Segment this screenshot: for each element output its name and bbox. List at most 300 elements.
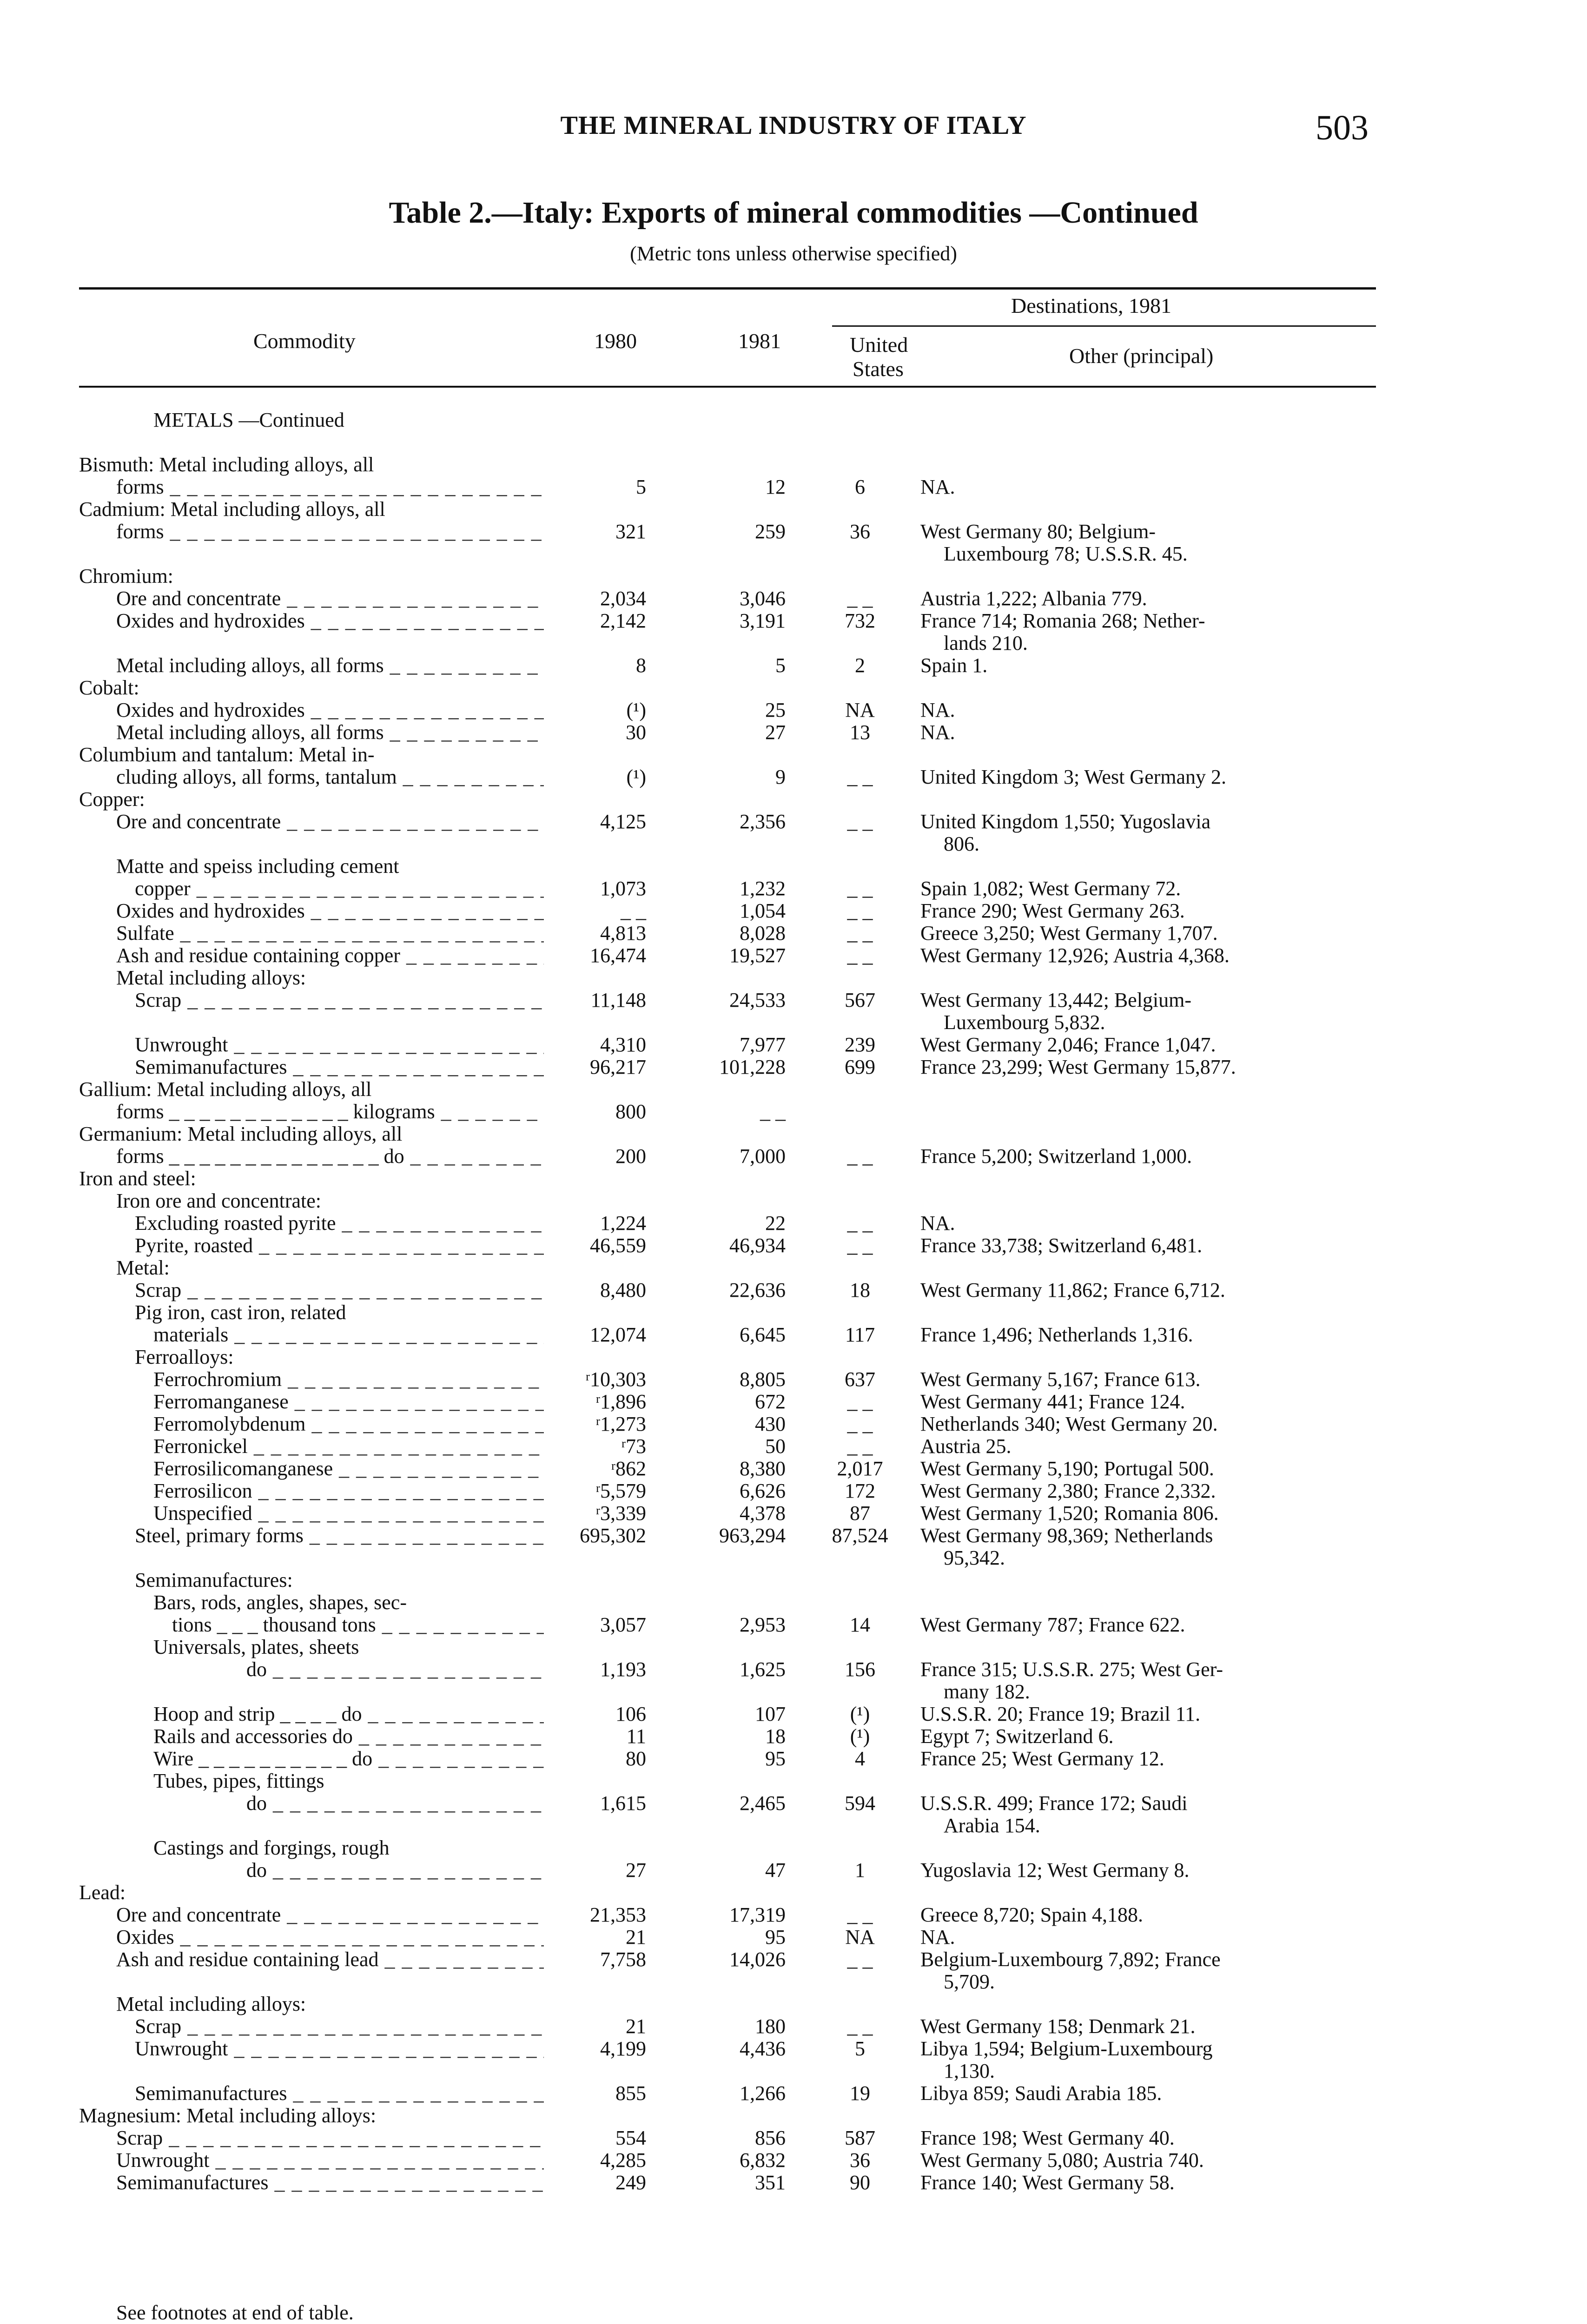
united-states-cell (818, 1837, 902, 1859)
other-destinations-cell: Spain 1,082; West Germany 72. (920, 877, 1181, 900)
united-states-cell: 90 (850, 2171, 870, 2194)
united-states-cell (818, 2060, 902, 2082)
value-1981-cell (679, 1591, 818, 1614)
value-1981-cell: 180 (755, 2015, 786, 2038)
commodity-cell: Semimanufactures: (135, 1569, 293, 1591)
value-1980-cell (544, 1837, 679, 1859)
other-destinations-cell: France 198; West Germany 40. (920, 2126, 1175, 2149)
commodity-cell: Chromium: (79, 565, 173, 588)
united-states-cell: 2,017 (837, 1457, 883, 1480)
value-1980-cell (544, 1168, 679, 1190)
value-1980-cell (544, 677, 679, 699)
other-destinations-cell (902, 565, 1376, 588)
value-1980-cell: 855 (615, 2082, 646, 2105)
value-1981-cell (679, 498, 818, 521)
value-1980-cell: (¹) (626, 766, 646, 788)
commodity-cell: Universals, plates, sheets (153, 1636, 359, 1658)
commodity-cell: Ferrosilicomanganese _ _ _ (79, 1458, 544, 1480)
other-destinations-cell (902, 1569, 1376, 1591)
commodity-cell: Ferroalloys: (135, 1346, 234, 1368)
value-1980-cell (544, 565, 679, 588)
united-states-cell: _ _ (847, 1145, 873, 1168)
value-1980-cell (544, 431, 679, 454)
value-1980-cell (544, 1882, 679, 1904)
united-states-cell: (¹) (850, 1703, 870, 1725)
united-states-cell (818, 1547, 902, 1569)
value-1980-cell: 249 (615, 2171, 646, 2194)
other-destinations-cell: France 315; U.S.S.R. 275; West Ger- (920, 1658, 1223, 1681)
united-states-cell: _ _ (847, 1212, 873, 1235)
other-destinations-cell (902, 1101, 1376, 1123)
commodity-cell: Matte and speiss including cement (116, 855, 399, 878)
other-destinations-cell: France 140; West Germany 58. (920, 2171, 1175, 2194)
commodity-cell: Ferromolybdenum _ _ _ (79, 1413, 544, 1435)
value-1981-cell (679, 1636, 818, 1658)
united-states-cell: 14 (850, 1613, 870, 1636)
commodity-cell: do _ _ _ (79, 1658, 544, 1681)
value-1981-cell (679, 454, 818, 476)
united-states-cell (818, 1346, 902, 1368)
other-destinations-cell: West Germany 12,926; Austria 4,368. (920, 944, 1230, 967)
commodity-cell (79, 833, 544, 855)
value-1981-cell: 50 (765, 1435, 786, 1458)
united-states-cell (818, 1123, 902, 1145)
other-destinations-cell: 1,130. (944, 2060, 995, 2082)
value-1981-cell (679, 632, 818, 654)
commodity-cell: Metal including alloys, all forms _ _ _ (79, 721, 544, 744)
other-destinations-cell: Libya 859; Saudi Arabia 185. (920, 2082, 1162, 2105)
commodity-cell: Unwrought _ _ _ (79, 2038, 544, 2060)
value-1980-cell (544, 833, 679, 855)
other-destinations-cell: France 1,496; Netherlands 1,316. (920, 1323, 1193, 1346)
value-1981-cell: 7,977 (740, 1033, 786, 1056)
other-destinations-cell (902, 1190, 1376, 1212)
commodity-cell: Hoop and strip _ _ _ _ do _ _ _ (79, 1703, 544, 1725)
value-1980-cell: 4,285 (600, 2149, 646, 2172)
value-1980-cell (544, 788, 679, 811)
value-1980-cell: 321 (615, 520, 646, 543)
value-1980-cell: 1,615 (600, 1792, 646, 1815)
header-1981: 1981 (738, 329, 781, 353)
commodity-cell (79, 1815, 544, 1837)
other-destinations-cell: NA. (920, 1926, 955, 1948)
commodity-cell: Rails and accessories do _ _ _ (79, 1725, 544, 1748)
other-destinations-cell: many 182. (944, 1680, 1030, 1703)
commodity-cell: Cadmium: Metal including alloys, all (79, 498, 385, 521)
united-states-cell: 567 (845, 989, 875, 1011)
united-states-cell (818, 1815, 902, 1837)
header-destinations: Destinations, 1981 (1011, 294, 1171, 317)
other-destinations-cell: Greece 8,720; Spain 4,188. (920, 1903, 1143, 1926)
value-1981-cell (679, 967, 818, 989)
value-1980-cell: 1,073 (600, 877, 646, 900)
value-1980-cell (544, 454, 679, 476)
value-1980-cell (544, 2105, 679, 2127)
value-1980-cell: 2,034 (600, 587, 646, 610)
other-destinations-cell: Libya 1,594; Belgium-Luxembourg (920, 2037, 1213, 2060)
value-1981-cell (679, 431, 818, 454)
commodity-cell: Oxides and hydroxides _ _ _ (79, 610, 544, 632)
value-1981-cell (679, 1346, 818, 1368)
united-states-cell: 587 (845, 2126, 875, 2149)
other-destinations-cell: Spain 1. (920, 654, 988, 677)
value-1981-cell: 856 (755, 2126, 786, 2149)
commodity-cell (79, 1547, 544, 1569)
value-1980-cell: 11,148 (590, 989, 646, 1011)
top-rule (79, 287, 1376, 290)
value-1981-cell (679, 1547, 818, 1569)
united-states-cell (818, 1971, 902, 1993)
value-1981-cell: 19,527 (729, 944, 786, 967)
value-1980-cell: 27 (626, 1859, 646, 1882)
value-1980-cell (544, 1770, 679, 1792)
united-states-cell (818, 565, 902, 588)
united-states-cell: _ _ (847, 877, 873, 900)
united-states-cell (818, 1636, 902, 1658)
value-1980-cell: 695,302 (580, 1524, 646, 1547)
commodity-cell (79, 1681, 544, 1703)
commodity-cell: Columbium and tantalum: Metal in- (79, 743, 375, 766)
table-subtitle: (Metric tons unless otherwise specified) (630, 242, 957, 265)
united-states-cell: _ _ (847, 810, 873, 833)
value-1980-cell: 4,125 (600, 810, 646, 833)
commodity-cell: Ferrosilicon _ _ _ (79, 1480, 544, 1502)
commodity-cell: Unwrought _ _ _ (79, 1034, 544, 1056)
commodity-cell: Metal: (116, 1256, 170, 1279)
other-destinations-cell: France 25; West Germany 12. (920, 1747, 1164, 1770)
united-states-cell: _ _ (847, 1234, 873, 1257)
value-1980-cell: 11 (626, 1725, 646, 1748)
other-destinations-cell (902, 1993, 1376, 2015)
other-destinations-cell: Yugoslavia 12; West Germany 8. (920, 1859, 1190, 1882)
other-destinations-cell (902, 1591, 1376, 1614)
united-states-cell (818, 1770, 902, 1792)
united-states-cell (818, 967, 902, 989)
value-1981-cell: 18 (765, 1725, 786, 1748)
other-destinations-cell: France 33,738; Switzerland 6,481. (920, 1234, 1203, 1257)
united-states-cell: 13 (850, 721, 870, 744)
value-1981-cell: 22,636 (729, 1279, 786, 1301)
commodity-cell: tions _ _ _ thousand tons _ _ _ (79, 1614, 544, 1636)
united-states-cell: _ _ (847, 1903, 873, 1926)
value-1981-cell (679, 1257, 818, 1279)
other-destinations-cell (902, 498, 1376, 521)
value-1980-cell: 4,310 (600, 1033, 646, 1056)
other-destinations-cell: France 5,200; Switzerland 1,000. (920, 1145, 1192, 1168)
value-1981-cell: 672 (755, 1390, 786, 1413)
commodity-cell: Ore and concentrate _ _ _ (79, 588, 544, 610)
other-destinations-cell (902, 1078, 1376, 1101)
commodity-cell: Ferrochromium _ _ _ (79, 1368, 544, 1391)
value-1980-cell (544, 967, 679, 989)
united-states-cell: 156 (845, 1658, 875, 1681)
commodity-cell: Ferronickel _ _ _ (79, 1435, 544, 1458)
united-states-cell (818, 1257, 902, 1279)
value-1980-cell: ʳ1,896 (595, 1390, 646, 1413)
value-1980-cell: 4,199 (600, 2037, 646, 2060)
commodity-cell: Oxides and hydroxides _ _ _ (79, 699, 544, 721)
other-destinations-cell (902, 677, 1376, 699)
header-united-states-line1: United (850, 333, 908, 357)
table-title: Table 2.—Italy: Exports of mineral commodities —Continued (389, 196, 1198, 230)
united-states-cell (818, 1993, 902, 2015)
other-destinations-cell: Austria 1,222; Albania 779. (920, 587, 1147, 610)
footnote: See footnotes at end of table. (116, 2301, 354, 2324)
commodity-cell (79, 2060, 544, 2082)
commodity-cell: Ore and concentrate _ _ _ (79, 811, 544, 833)
value-1981-cell (679, 833, 818, 855)
united-states-cell: 5 (855, 2037, 865, 2060)
value-1980-cell: 96,217 (590, 1056, 646, 1078)
value-1981-cell (679, 543, 818, 565)
value-1980-cell (544, 1993, 679, 2015)
united-states-cell: _ _ (847, 587, 873, 610)
value-1980-cell: _ _ (621, 899, 646, 922)
value-1981-cell: 8,380 (740, 1457, 786, 1480)
other-destinations-cell: 5,709. (944, 1970, 995, 1993)
other-destinations-cell (902, 409, 1376, 431)
other-destinations-cell: NA. (920, 1212, 955, 1235)
value-1981-cell (679, 855, 818, 878)
commodity-cell: Copper: (79, 788, 145, 811)
value-1981-cell: 6,645 (740, 1323, 786, 1346)
other-destinations-cell: United Kingdom 3; West Germany 2. (920, 766, 1227, 788)
other-destinations-cell: Austria 25. (920, 1435, 1012, 1458)
value-1981-cell: 8,805 (740, 1368, 786, 1391)
exports-table (79, 409, 1376, 2194)
other-destinations-cell: France 714; Romania 268; Nether- (920, 609, 1205, 632)
value-1981-cell: 8,028 (740, 922, 786, 944)
other-destinations-cell (902, 1168, 1376, 1190)
commodity-cell (79, 543, 544, 565)
united-states-cell (818, 1168, 902, 1190)
value-1980-cell: ʳ862 (611, 1457, 646, 1480)
value-1980-cell: 4,813 (600, 922, 646, 944)
commodity-cell: Ash and residue containing lead _ _ _ (79, 1948, 544, 1971)
value-1981-cell: 107 (755, 1703, 786, 1725)
destinations-rule (832, 325, 1376, 327)
other-destinations-cell: West Germany 5,167; France 613. (920, 1368, 1201, 1391)
value-1981-cell (679, 744, 818, 766)
value-1981-cell: 4,378 (740, 1502, 786, 1525)
commodity-cell: do _ _ _ (79, 1859, 544, 1882)
value-1980-cell (544, 1569, 679, 1591)
value-1980-cell: ʳ3,339 (595, 1502, 646, 1525)
united-states-cell: 1 (855, 1859, 865, 1882)
value-1980-cell (544, 1257, 679, 1279)
commodity-cell: do _ _ _ (79, 1792, 544, 1815)
value-1981-cell (679, 1837, 818, 1859)
value-1981-cell: 46,934 (729, 1234, 786, 1257)
commodity-cell: Wire _ _ _ _ _ _ _ _ _ _ do _ _ _ (79, 1748, 544, 1770)
commodity-cell: Scrap _ _ _ (79, 2127, 544, 2149)
united-states-cell: _ _ (847, 766, 873, 788)
united-states-cell: 36 (850, 2149, 870, 2172)
commodity-cell: Metal including alloys: (116, 966, 306, 989)
value-1981-cell (679, 1993, 818, 2015)
united-states-cell: _ _ (847, 899, 873, 922)
value-1980-cell: ʳ5,579 (595, 1479, 646, 1502)
value-1980-cell (544, 1078, 679, 1101)
united-states-cell: 6 (855, 475, 865, 498)
united-states-cell: 19 (850, 2082, 870, 2105)
other-destinations-cell (902, 1346, 1376, 1368)
other-destinations-cell: West Germany 787; France 622. (920, 1613, 1185, 1636)
united-states-cell (818, 632, 902, 654)
united-states-cell: _ _ (847, 1948, 873, 1971)
value-1981-cell: 1,054 (740, 899, 786, 922)
other-destinations-cell (902, 2105, 1376, 2127)
value-1980-cell (544, 632, 679, 654)
value-1981-cell (679, 2105, 818, 2127)
commodity-cell: forms _ _ _ _ _ _ _ _ _ _ _ _ kilograms _ _ _ (79, 1101, 544, 1123)
united-states-cell: 594 (845, 1792, 875, 1815)
united-states-cell: 732 (845, 609, 875, 632)
other-destinations-cell (902, 1770, 1376, 1792)
value-1981-cell: 95 (765, 1747, 786, 1770)
value-1981-cell (679, 1011, 818, 1034)
commodity-cell: Metal including alloys: (116, 1993, 306, 2015)
commodity-cell: Excluding roasted pyrite _ _ _ (79, 1212, 544, 1235)
commodity-cell: Oxides _ _ _ (79, 1926, 544, 1948)
united-states-cell: 18 (850, 1279, 870, 1301)
value-1980-cell: ʳ73 (621, 1435, 646, 1458)
value-1981-cell (679, 1971, 818, 1993)
other-destinations-cell: Belgium-Luxembourg 7,892; France (920, 1948, 1221, 1971)
united-states-cell (818, 855, 902, 878)
united-states-cell (818, 1681, 902, 1703)
united-states-cell (818, 454, 902, 476)
united-states-cell (818, 1569, 902, 1591)
united-states-cell: 87 (850, 1502, 870, 1525)
commodity-cell: Bismuth: Metal including alloys, all (79, 453, 374, 476)
other-destinations-cell: West Germany 5,190; Portugal 500. (920, 1457, 1214, 1480)
commodity-cell: Oxides and hydroxides _ _ _ (79, 900, 544, 922)
value-1980-cell (544, 1815, 679, 1837)
value-1981-cell: 2,953 (740, 1613, 786, 1636)
united-states-cell: 87,524 (832, 1524, 888, 1547)
value-1981-cell: 963,294 (719, 1524, 786, 1547)
header-bottom-rule (79, 386, 1376, 388)
united-states-cell (818, 1591, 902, 1614)
value-1980-cell: 2,142 (600, 609, 646, 632)
commodity-cell: Castings and forgings, rough (153, 1836, 390, 1859)
value-1981-cell: 17,319 (729, 1903, 786, 1926)
other-destinations-cell (902, 1636, 1376, 1658)
value-1981-cell: 4,436 (740, 2037, 786, 2060)
value-1980-cell (544, 1011, 679, 1034)
value-1981-cell: 22 (765, 1212, 786, 1235)
value-1980-cell (544, 1123, 679, 1145)
other-destinations-cell (902, 967, 1376, 989)
other-destinations-cell: Egypt 7; Switzerland 6. (920, 1725, 1114, 1748)
other-destinations-cell (902, 431, 1376, 454)
united-states-cell: _ _ (847, 1435, 873, 1458)
value-1980-cell: 16,474 (590, 944, 646, 967)
united-states-cell: NA (845, 699, 875, 721)
other-destinations-cell (902, 1301, 1376, 1324)
value-1981-cell: 1,266 (740, 2082, 786, 2105)
value-1980-cell: 8,480 (600, 1279, 646, 1301)
value-1981-cell (679, 565, 818, 588)
other-destinations-cell: West Germany 11,862; France 6,712. (920, 1279, 1225, 1301)
commodity-cell: Sulfate _ _ _ (79, 922, 544, 944)
value-1981-cell: 6,626 (740, 1479, 786, 1502)
united-states-cell (818, 1190, 902, 1212)
united-states-cell (818, 2105, 902, 2127)
value-1980-cell: 200 (615, 1145, 646, 1168)
value-1980-cell: 12,074 (590, 1323, 646, 1346)
united-states-cell: _ _ (847, 1390, 873, 1413)
other-destinations-cell (902, 855, 1376, 878)
other-destinations-cell: West Germany 80; Belgium- (920, 520, 1156, 543)
united-states-cell: _ _ (847, 2015, 873, 2038)
other-destinations-cell: NA. (920, 699, 955, 721)
commodity-cell: Steel, primary forms _ _ _ (79, 1525, 544, 1547)
other-destinations-cell: NA. (920, 475, 955, 498)
other-destinations-cell: U.S.S.R. 499; France 172; Saudi (920, 1792, 1188, 1815)
value-1980-cell (544, 744, 679, 766)
other-destinations-cell: West Germany 1,520; Romania 806. (920, 1502, 1219, 1525)
value-1980-cell (544, 1636, 679, 1658)
value-1980-cell (544, 855, 679, 878)
value-1981-cell: 2,465 (740, 1792, 786, 1815)
commodity-cell: Gallium: Metal including alloys, all (79, 1078, 372, 1101)
value-1981-cell (679, 1190, 818, 1212)
commodity-cell: Magnesium: Metal including alloys: (79, 2104, 377, 2127)
value-1980-cell: 21 (626, 2015, 646, 2038)
other-destinations-cell (902, 788, 1376, 811)
united-states-cell (818, 1882, 902, 1904)
commodity-cell: Ore and concentrate _ _ _ (79, 1904, 544, 1926)
other-destinations-cell: France 23,299; West Germany 15,877. (920, 1056, 1236, 1078)
other-destinations-cell: West Germany 5,080; Austria 740. (920, 2149, 1204, 2172)
commodity-cell: Scrap _ _ _ (79, 2015, 544, 2038)
header-commodity: Commodity (253, 329, 356, 353)
value-1980-cell: 21 (626, 1926, 646, 1948)
value-1980-cell (544, 543, 679, 565)
commodity-cell (79, 632, 544, 654)
value-1980-cell: 3,057 (600, 1613, 646, 1636)
other-destinations-cell: Luxembourg 5,832. (944, 1011, 1105, 1034)
commodity-cell: Iron ore and concentrate: (116, 1189, 321, 1212)
header-1980: 1980 (594, 329, 637, 353)
other-destinations-cell: Netherlands 340; West Germany 20. (920, 1413, 1218, 1435)
united-states-cell (818, 744, 902, 766)
united-states-cell (818, 543, 902, 565)
commodity-cell: Semimanufactures _ _ _ (79, 2172, 544, 2194)
value-1981-cell: 430 (755, 1413, 786, 1435)
value-1981-cell (679, 788, 818, 811)
value-1981-cell: 9 (775, 766, 786, 788)
united-states-cell (818, 1301, 902, 1324)
value-1981-cell: 95 (765, 1926, 786, 1948)
value-1980-cell (544, 1681, 679, 1703)
other-destinations-cell: 806. (944, 832, 979, 855)
value-1981-cell (679, 1770, 818, 1792)
value-1980-cell (544, 498, 679, 521)
value-1980-cell (544, 409, 679, 431)
other-destinations-cell: NA. (920, 721, 955, 744)
united-states-cell: 699 (845, 1056, 875, 1078)
commodity-cell: Tubes, pipes, fittings (153, 1769, 324, 1792)
united-states-cell: (¹) (850, 1725, 870, 1748)
value-1981-cell (679, 677, 818, 699)
value-1981-cell (679, 1123, 818, 1145)
commodity-cell (79, 431, 544, 454)
commodity-cell: Ash and residue containing copper _ _ _ (79, 944, 544, 967)
value-1980-cell: 800 (615, 1100, 646, 1123)
